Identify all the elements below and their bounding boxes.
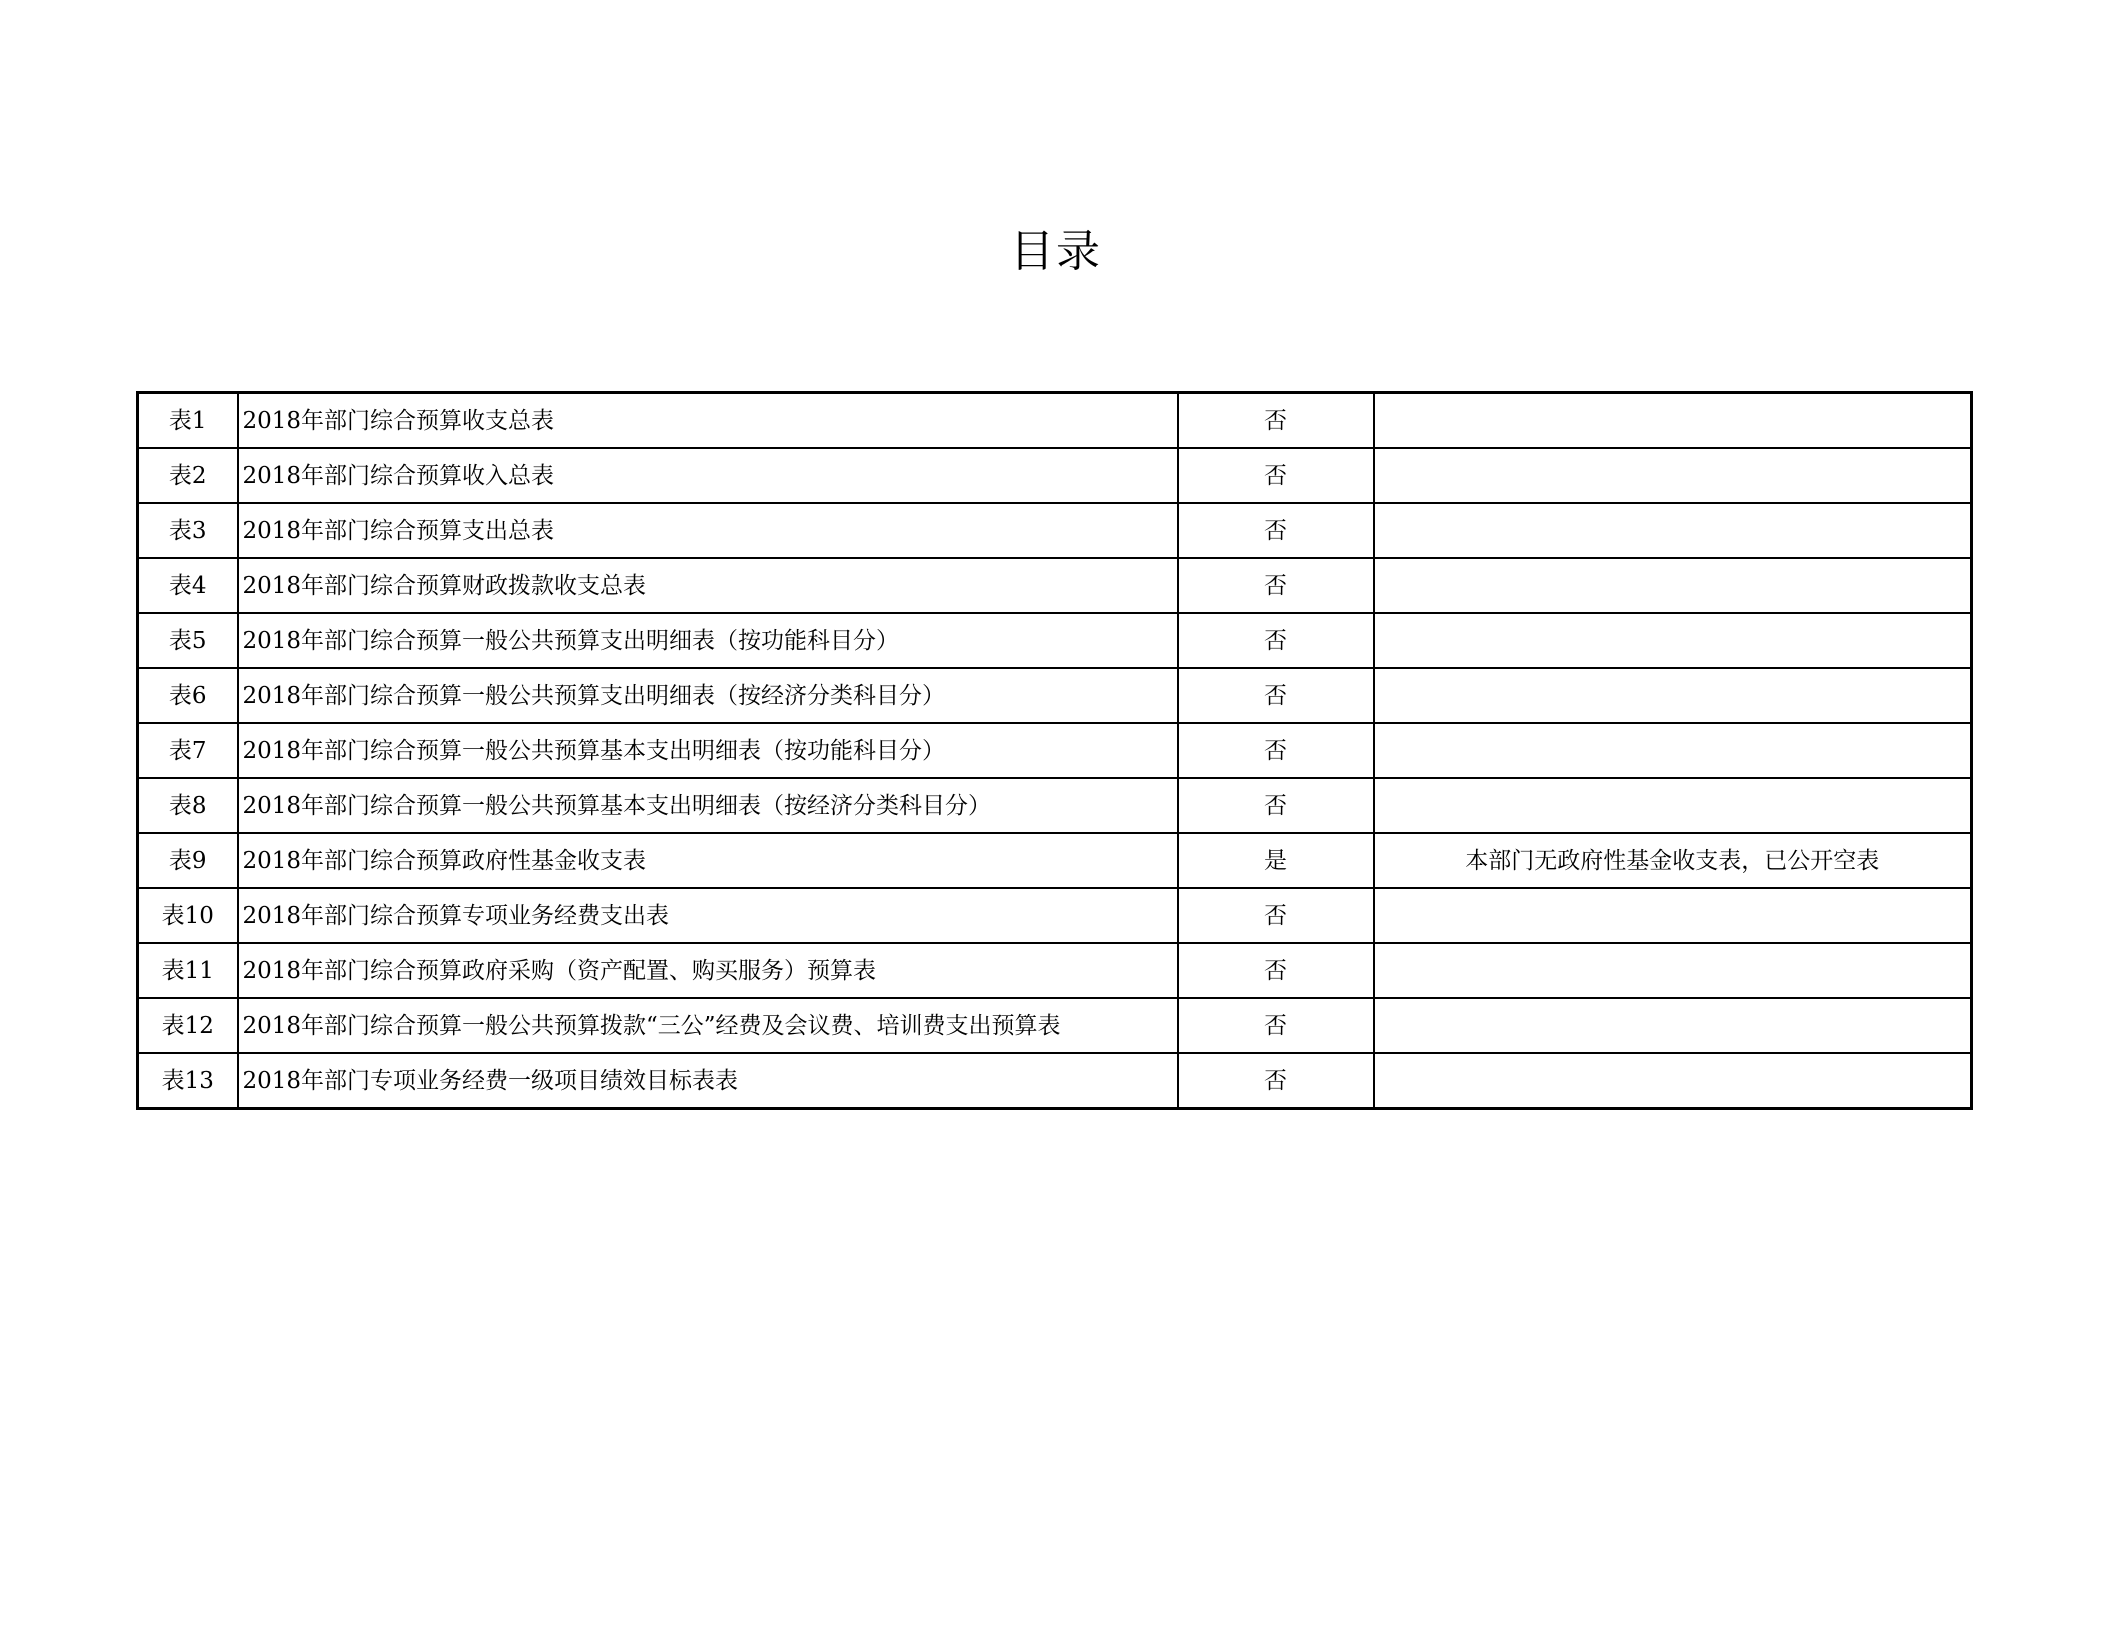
table-name-cell: 2018年部门综合预算专项业务经费支出表: [238, 888, 1178, 943]
table-row: [138, 558, 1972, 613]
table-empty-flag-cell: 否: [1178, 1053, 1374, 1109]
table-name-cell: 2018年部门综合预算一般公共预算基本支出明细表（按功能科目分）: [238, 723, 1178, 778]
table-empty-flag-cell: 否: [1178, 778, 1374, 833]
table-empty-flag-cell: 否: [1178, 943, 1374, 998]
table-name-cell: 2018年部门综合预算一般公共预算支出明细表（按功能科目分）: [238, 613, 1178, 668]
table-note-cell: [1374, 503, 1972, 558]
table-note-cell: [1374, 558, 1972, 613]
table-note-cell: [1374, 778, 1972, 833]
table-row: [138, 448, 1972, 503]
table-row: [138, 998, 1972, 1053]
table-name-cell: 2018年部门综合预算政府采购（资产配置、购买服务）预算表: [238, 943, 1178, 998]
table-empty-flag-cell: 否: [1178, 668, 1374, 723]
table-row: [138, 503, 1972, 558]
table-row: [138, 943, 1972, 998]
page-title: 目录: [1010, 226, 1102, 277]
table-empty-flag-cell: 否: [1178, 393, 1374, 449]
table-id-cell: 表6: [138, 668, 238, 723]
table-empty-flag-cell: 是: [1178, 833, 1374, 888]
table-name-cell: 2018年部门综合预算财政拨款收支总表: [238, 558, 1178, 613]
table-name-cell: 2018年部门综合预算一般公共预算基本支出明细表（按经济分类科目分）: [238, 778, 1178, 833]
table-empty-flag-cell: 否: [1178, 723, 1374, 778]
table-name-cell: 2018年部门综合预算政府性基金收支表: [238, 833, 1178, 888]
table-id-cell: 表4: [138, 558, 238, 613]
table-row: [138, 613, 1972, 668]
table-note-cell: [1374, 448, 1972, 503]
table-row: [138, 393, 1972, 449]
table-empty-flag-cell: 否: [1178, 998, 1374, 1053]
table-empty-flag-cell: 否: [1178, 448, 1374, 503]
table-note-cell: [1374, 943, 1972, 998]
table-id-cell: 表5: [138, 613, 238, 668]
table-note-cell: [1374, 888, 1972, 943]
table-id-cell: 表2: [138, 448, 238, 503]
table-note-cell: [1374, 393, 1972, 449]
table-empty-flag-cell: 否: [1178, 558, 1374, 613]
table-id-cell: 表9: [138, 833, 238, 888]
table-id-cell: 表7: [138, 723, 238, 778]
table-name-cell: 2018年部门专项业务经费一级项目绩效目标表表: [238, 1053, 1178, 1109]
table-row: [138, 1053, 1972, 1109]
table-note-cell: [1374, 668, 1972, 723]
table-row: [138, 888, 1972, 943]
table-note-cell: [1374, 613, 1972, 668]
table-empty-flag-cell: 否: [1178, 888, 1374, 943]
table-id-cell: 表8: [138, 778, 238, 833]
table-name-cell: 2018年部门综合预算收入总表: [238, 448, 1178, 503]
table-empty-flag-cell: 否: [1178, 503, 1374, 558]
table-row: [138, 668, 1972, 723]
table-note-cell: [1374, 723, 1972, 778]
table-name-cell: 2018年部门综合预算支出总表: [238, 503, 1178, 558]
table-row: [138, 723, 1972, 778]
table-id-cell: 表10: [138, 888, 238, 943]
table-name-cell: 2018年部门综合预算一般公共预算拨款“三公”经费及会议费、培训费支出预算表: [238, 998, 1178, 1053]
table-note-cell: [1374, 998, 1972, 1053]
table-note-cell: 本部门无政府性基金收支表，已公开空表: [1374, 833, 1972, 888]
toc-table: [136, 391, 1973, 1110]
table-name-cell: 2018年部门综合预算收支总表: [238, 393, 1178, 449]
table-id-cell: 表1: [138, 393, 238, 449]
table-id-cell: 表12: [138, 998, 238, 1053]
table-id-cell: 表11: [138, 943, 238, 998]
table-id-cell: 表3: [138, 503, 238, 558]
table-empty-flag-cell: 否: [1178, 613, 1374, 668]
table-note-cell: [1374, 1053, 1972, 1109]
table-row: [138, 778, 1972, 833]
table-id-cell: 表13: [138, 1053, 238, 1109]
table-name-cell: 2018年部门综合预算一般公共预算支出明细表（按经济分类科目分）: [238, 668, 1178, 723]
table-row: [138, 833, 1972, 888]
